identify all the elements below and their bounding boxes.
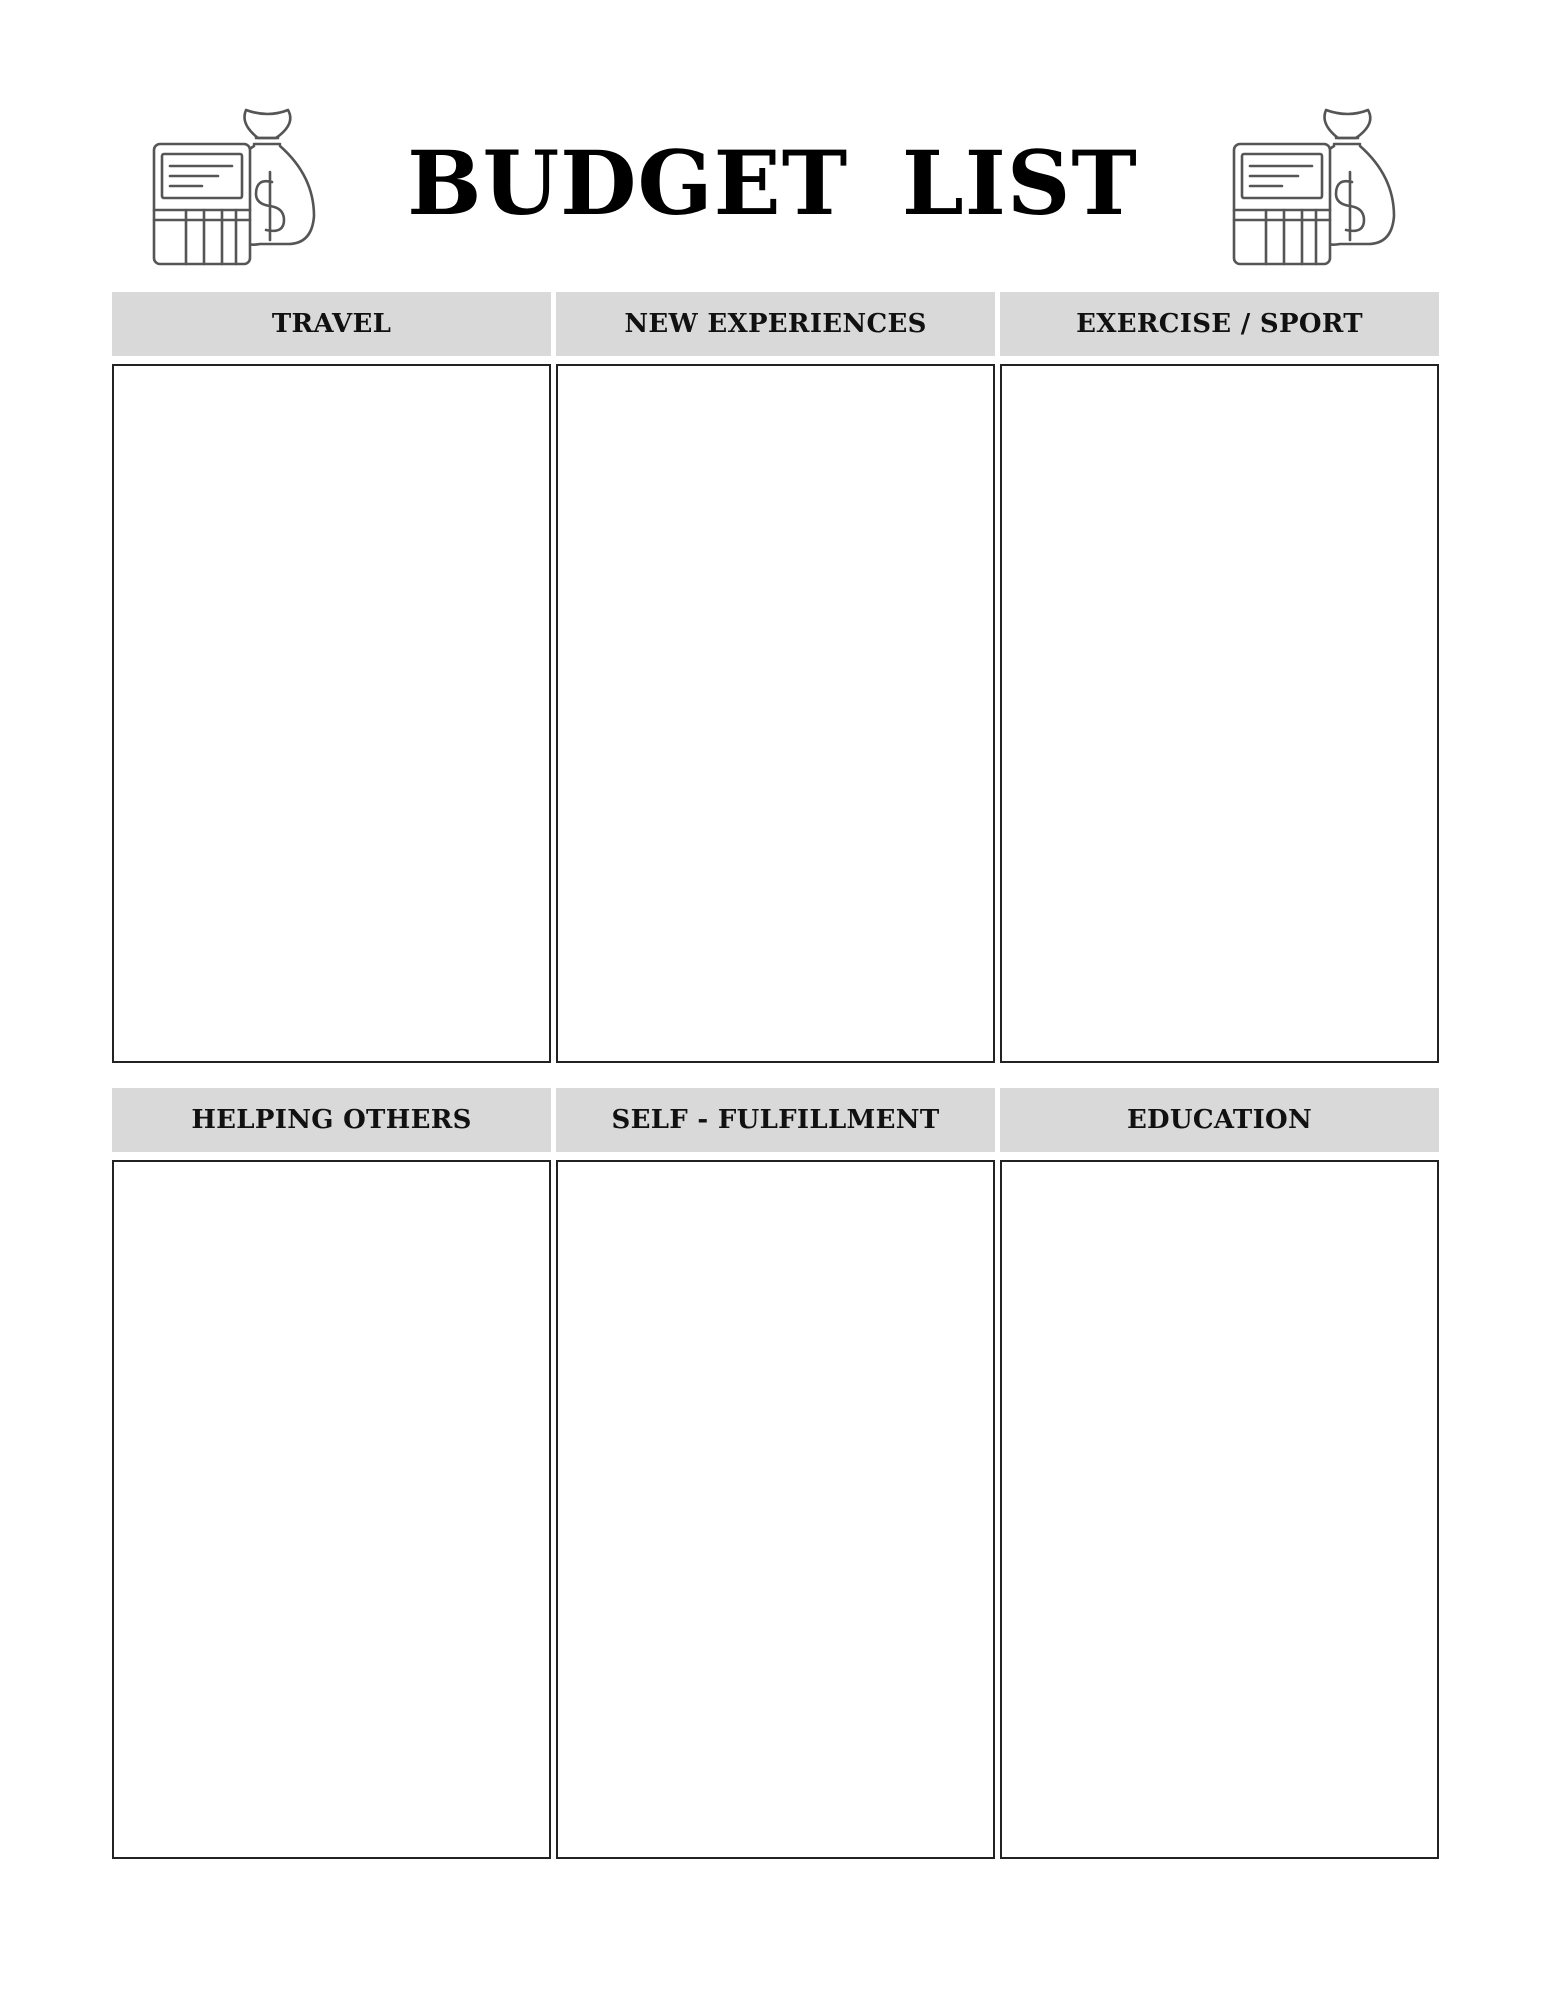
category-header-self-fulfillment: SELF - FULFILLMENT bbox=[556, 1088, 995, 1152]
category-box-self-fulfillment[interactable] bbox=[556, 1160, 995, 1859]
category-box-exercise-sport[interactable] bbox=[1000, 364, 1439, 1063]
page-title: BUDGET LIST bbox=[407, 131, 1138, 235]
category-box-new-experiences[interactable] bbox=[556, 364, 995, 1063]
category-header-exercise-sport: EXERCISE / SPORT bbox=[1000, 292, 1439, 356]
calculator-money-bag-icon bbox=[148, 98, 320, 270]
category-header-travel: TRAVEL bbox=[112, 292, 551, 356]
calculator-money-bag-icon bbox=[1228, 98, 1400, 270]
category-header-helping-others: HELPING OTHERS bbox=[112, 1088, 551, 1152]
category-box-helping-others[interactable] bbox=[112, 1160, 551, 1859]
category-header-education: EDUCATION bbox=[1000, 1088, 1439, 1152]
category-box-travel[interactable] bbox=[112, 364, 551, 1063]
category-header-new-experiences: NEW EXPERIENCES bbox=[556, 292, 995, 356]
category-box-education[interactable] bbox=[1000, 1160, 1439, 1859]
